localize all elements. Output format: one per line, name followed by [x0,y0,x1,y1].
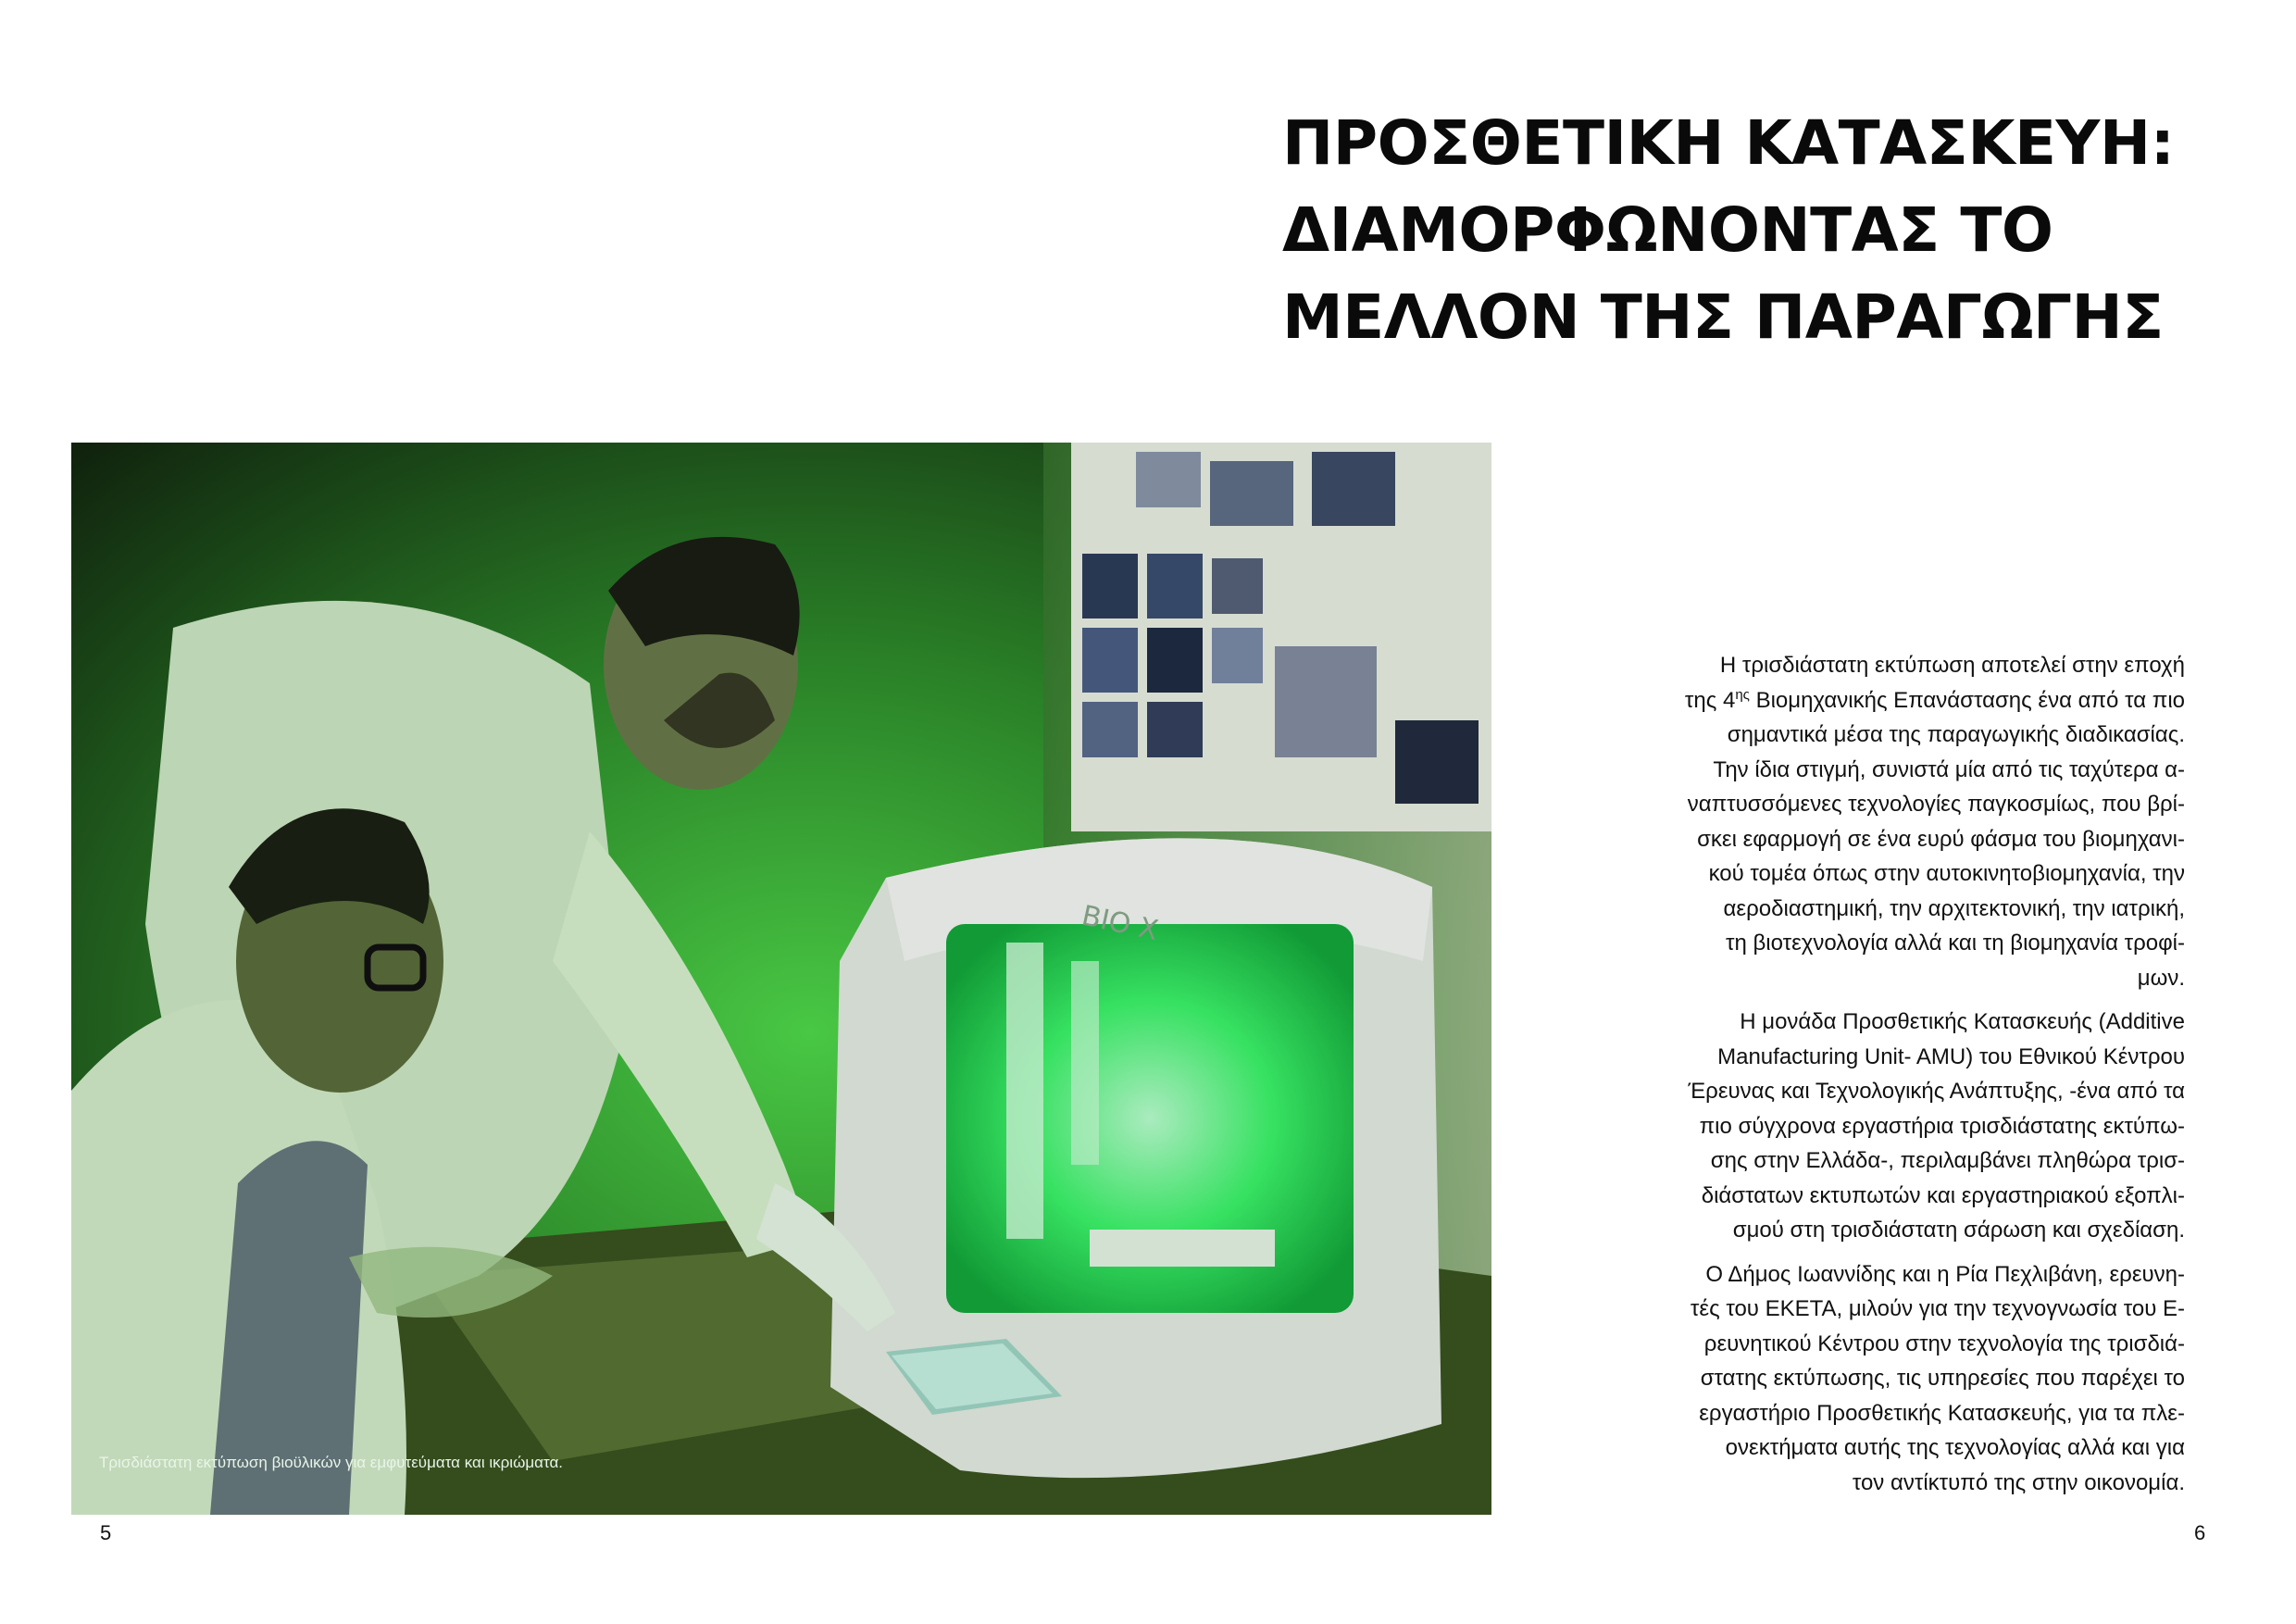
text-line: τές του ΕΚΕΤΑ, μιλούν για την τεχνογνωσία του Ε- [1690,1296,2185,1321]
text-line: μων. [2137,965,2185,991]
text-line: Η μονάδα Προσθετικής Κατασκευής (Additive [1740,1009,2185,1034]
text-line: σμού στη τρισδιάστατη σάρωση και σχεδίαση. [1732,1218,2185,1243]
text-line: Manufacturing Unit- AMU) του Εθνικού Κέντρου [1717,1043,2185,1069]
text-line: ναπτυσσόμενες τεχνολογίες παγκοσμίως, που βρί- [1687,792,2185,817]
text-line: τον αντίκτυπό της στην οικονομία. [1852,1469,2185,1495]
paragraph-amu [1611,1005,2185,1248]
title-line: ΜΕΛΛΟΝ ΤΗΣ ΠΑΡΑΓΩΓΗΣ [1282,281,2164,353]
text-line: στατης εκτύπωσης, τις υπηρεσίες που παρέχει το [1700,1366,2185,1391]
photo-caption: Τρισδιάστατη εκτύπωση βιοϋλικών για εμφυτεύματα και ικριώματα. [99,1454,564,1471]
printer-brand: BIO X [1079,899,1161,948]
paragraph-researchers [1611,1257,2185,1501]
page-number-right: 6 [2194,1521,2206,1544]
text-line: διάστατων εκτυπωτών και εργαστηριακού εξοπλι- [1701,1182,2185,1208]
text-line: ονεκτήματα αυτής της τεχνολογίας αλλά και για [1725,1435,2185,1460]
article-title [1282,100,2208,361]
text-line: τη βιοτεχνολογία αλλά και τη βιομηχανία τροφί- [1725,931,2185,956]
article-body [1611,648,2185,1509]
text-line: Η τρισδιάστατη εκτύπωση αποτελεί στην εποχή [1719,653,2185,678]
text-line: σκει εφαρμογή σε ένα ευρύ φάσμα του βιομηχανι- [1697,826,2185,852]
text-line: ρευνητικού Κέντρου στην τεχνολογία της τρισδιά- [1703,1330,2185,1356]
text-line: εργαστήριο Προσθετικής Κατασκευής, για τα πλε- [1699,1400,2185,1426]
text-line: Έρευνας και Τεχνολογικής Ανάπτυξης, -ένα από τα [1688,1079,2185,1104]
ordinal-superscript: ης [1735,686,1750,703]
title-line: ΠΡΟΣΘΕΤΙΚΗ ΚΑΤΑΣΚΕΥΗ: [1282,107,2175,179]
text-line: αεροδιαστημική, την αρχιτεκτονική, την ιατρική, [1723,895,2185,921]
text-line: Την ίδια στιγμή, συνιστά μία από τις ταχύτερα α- [1713,756,2185,782]
text-line: κού τομέα όπως στην αυτοκινητοβιομηχανία, την [1708,861,2185,886]
text-line: πιο σύγχρονα εργαστήρια τρισδιάστατης εκτύπω- [1699,1113,2185,1139]
text-line: της $4^{\eta\varsigma}$ Βιομηχανικής Επανάστασης ένα από τα πιο [1684,686,2185,713]
paragraph-intro [1611,648,2185,995]
text-line: σης στην Ελλάδα-, περιλαμβάνει πληθώρα τρισ- [1710,1148,2185,1173]
page-number-left: 5 [100,1521,112,1544]
lab-scene-illustration [71,443,1491,1515]
lab-photo [71,443,1491,1515]
text-line: σημαντικά μέσα της παραγωγικής διαδικασίας. [1727,722,2185,747]
title-line: ΔΙΑΜΟΡΦΩΝΟΝΤΑΣ ΤΟ [1282,194,2053,266]
text-line: Ο Δήμος Ιωαννίδης και η Ρία Πεχλιβάνη, ερευνη- [1705,1261,2185,1287]
